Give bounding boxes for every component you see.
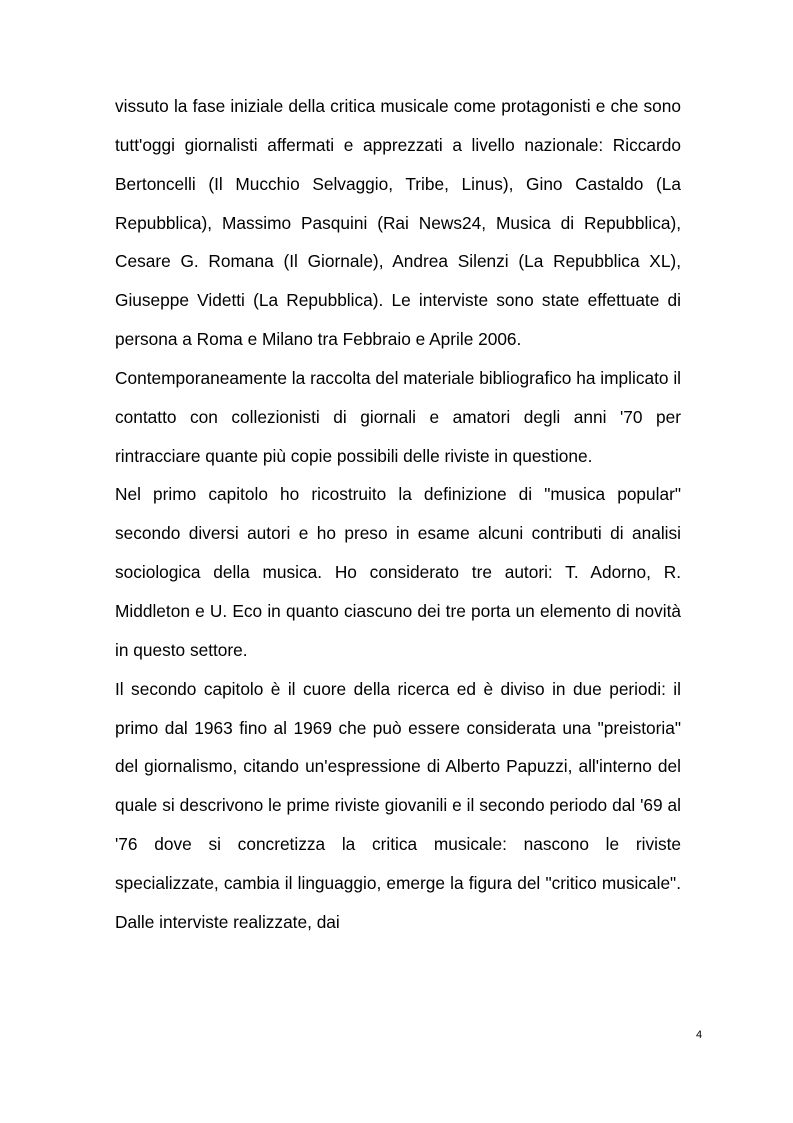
page-number: 4 [696,1029,703,1041]
paragraph-bibliography: Contemporaneamente la raccolta del materiale bibliografico ha implicato il contatto con collezionisti di giornali e amatori degli anni '70 per rintracciare quante più copie possibili delle riviste in questione. [115,367,681,466]
paragraph-intro: vissuto la fase iniziale della critica musicale come protagonisti e che sono tutt'oggi giornalisti affermati e apprezzati a livello nazionale: Riccardo Bertoncelli (Il Mucchio Selvaggio, Tribe, Linus), Gino Castaldo (La Repubblica), Massimo Pasquini (Rai News24, Musica di Repubblica), Cesare G. Romana (Il Giornale), Andrea Silenzi (La Repubblica XL), Giuseppe Videtti (La Repubblica). Le interviste sono state effettuate di persona a Roma e Milano tra Febbraio e Aprile 2006. [115,96,681,350]
paragraph-first-chapter: Nel primo capitolo ho ricostruito la definizione di "musica popular" secondo diversi autori e ho preso in esame alcuni contributi di analisi sociologica della musica. Ho considerato tre autori: T. Adorno, R. Middleton e U. Eco in quanto ciascuno dei tre porta un elemento di novità in questo settore. [115,484,681,660]
body-text [115,87,681,942]
paragraph-second-chapter: Il secondo capitolo è il cuore della ricerca ed è diviso in due periodi: il primo dal 1963 fino al 1969 che può essere considerata una "preistoria" del giornalismo, citando un'espressione di Alberto Papuzzi, all'interno del quale si descrivono le prime riviste giovanili e il secondo periodo dal '69 al '76 dove si concretizza la critica musicale: nascono le riviste specializzate, cambia il linguaggio, emerge la figura del "critico musicale". Dalle interviste realizzate, dai [115,678,681,932]
